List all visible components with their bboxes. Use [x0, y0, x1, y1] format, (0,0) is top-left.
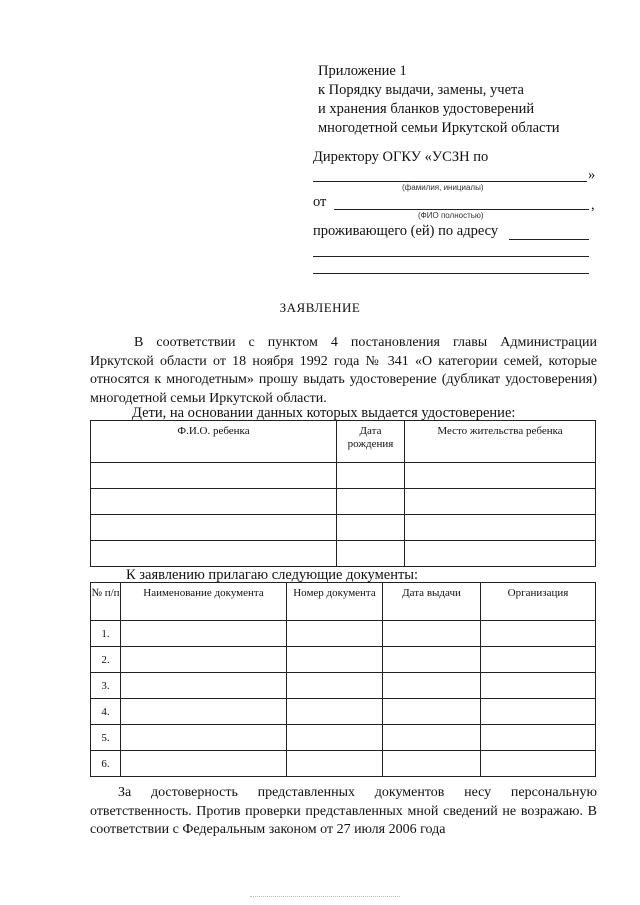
row-number: 2. [91, 647, 121, 673]
birth-date-cell[interactable] [337, 489, 405, 515]
issue-date-cell[interactable] [383, 751, 481, 777]
table-row [91, 699, 596, 725]
residing-label: проживающего (ей) по адресу [313, 223, 499, 239]
hint-full-name: (ФИО полностью) [418, 211, 484, 220]
docs-intro: К заявлению прилагаю следующие документы: [126, 567, 419, 583]
director-line: Директору ОГКУ «УСЗН по [313, 149, 489, 165]
table-row [91, 725, 596, 751]
child-name-cell[interactable] [91, 463, 337, 489]
doc-name-cell[interactable] [121, 725, 287, 751]
applicant-name-field[interactable] [334, 209, 589, 210]
col-number: № п/п [91, 583, 121, 621]
col-doc-number: Номер документа [287, 583, 383, 621]
doc-number-cell[interactable] [287, 621, 383, 647]
residence-cell[interactable] [405, 489, 596, 515]
issue-date-cell[interactable] [383, 621, 481, 647]
doc-name-cell[interactable] [121, 621, 287, 647]
appendix-line-2: к Порядку выдачи, замены, учета [318, 82, 524, 98]
col-birth-date: Дата рождения [337, 421, 405, 463]
address-field-3[interactable] [313, 273, 589, 274]
close-quote: » [588, 167, 596, 183]
closing-paragraph: За достоверность представленных документов несу персональную ответственность. Против проверки представленных мной сведений не возражаю. В соответствии с Федеральным законом от 27 июля 2006 года [90, 785, 597, 837]
row-number: 5. [91, 725, 121, 751]
address-field-1[interactable] [509, 239, 589, 240]
table-row [91, 515, 596, 541]
table-row [91, 463, 596, 489]
residence-cell[interactable] [405, 463, 596, 489]
residence-cell[interactable] [405, 541, 596, 567]
organization-cell[interactable] [481, 621, 596, 647]
issue-date-cell[interactable] [383, 673, 481, 699]
col-residence: Место жительства ребенка [405, 421, 596, 463]
col-issue-date: Дата выдачи [383, 583, 481, 621]
appendix-line-4: многодетной семьи Иркутской области [318, 120, 560, 136]
doc-number-cell[interactable] [287, 699, 383, 725]
organization-cell[interactable] [481, 751, 596, 777]
issue-date-cell[interactable] [383, 725, 481, 751]
issue-date-cell[interactable] [383, 647, 481, 673]
appendix-line-3: и хранения бланков удостоверений [318, 101, 535, 117]
address-field-2[interactable] [313, 256, 589, 257]
document-title: ЗАЯВЛЕНИЕ [279, 300, 361, 315]
issue-date-cell[interactable] [383, 699, 481, 725]
row-number: 4. [91, 699, 121, 725]
doc-name-cell[interactable] [121, 647, 287, 673]
documents-table [90, 582, 596, 777]
doc-name-cell[interactable] [121, 673, 287, 699]
doc-number-cell[interactable] [287, 647, 383, 673]
col-child-name: Ф.И.О. ребенка [91, 421, 337, 463]
doc-name-cell[interactable] [121, 699, 287, 725]
doc-number-cell[interactable] [287, 725, 383, 751]
col-doc-name: Наименование документа [121, 583, 287, 621]
birth-date-cell[interactable] [337, 541, 405, 567]
director-name-field[interactable] [313, 181, 587, 182]
table-row [91, 751, 596, 777]
request-paragraph: В соответствии с пунктом 4 постановления главы Администрации Иркутской области от 18 ноября 1992 года № 341 «О категории семей, которые относятся к многодетным» прошу выдать удостоверение (дубликат удостоверения) многодетной семьи Иркутской области. [90, 335, 597, 406]
table-row [91, 621, 596, 647]
organization-cell[interactable] [481, 725, 596, 751]
table-row [91, 673, 596, 699]
from-label: от [313, 194, 327, 210]
table-row [91, 647, 596, 673]
child-name-cell[interactable] [91, 489, 337, 515]
table-row [91, 489, 596, 515]
row-number: 6. [91, 751, 121, 777]
residence-cell[interactable] [405, 515, 596, 541]
doc-number-cell[interactable] [287, 751, 383, 777]
scan-artifact [250, 896, 400, 897]
organization-cell[interactable] [481, 699, 596, 725]
organization-cell[interactable] [481, 647, 596, 673]
doc-number-cell[interactable] [287, 673, 383, 699]
row-number: 1. [91, 621, 121, 647]
children-intro: Дети, на основании данных которых выдается удостоверение: [132, 405, 516, 421]
child-name-cell[interactable] [91, 515, 337, 541]
children-table [90, 420, 596, 567]
doc-name-cell[interactable] [121, 751, 287, 777]
organization-cell[interactable] [481, 673, 596, 699]
birth-date-cell[interactable] [337, 463, 405, 489]
birth-date-cell[interactable] [337, 515, 405, 541]
hint-name: (фамилия, инициалы) [402, 183, 484, 192]
child-name-cell[interactable] [91, 541, 337, 567]
appendix-title: Приложение 1 [318, 63, 407, 79]
table-row [91, 541, 596, 567]
comma: , [591, 197, 595, 213]
row-number: 3. [91, 673, 121, 699]
col-organization: Организация [481, 583, 596, 621]
